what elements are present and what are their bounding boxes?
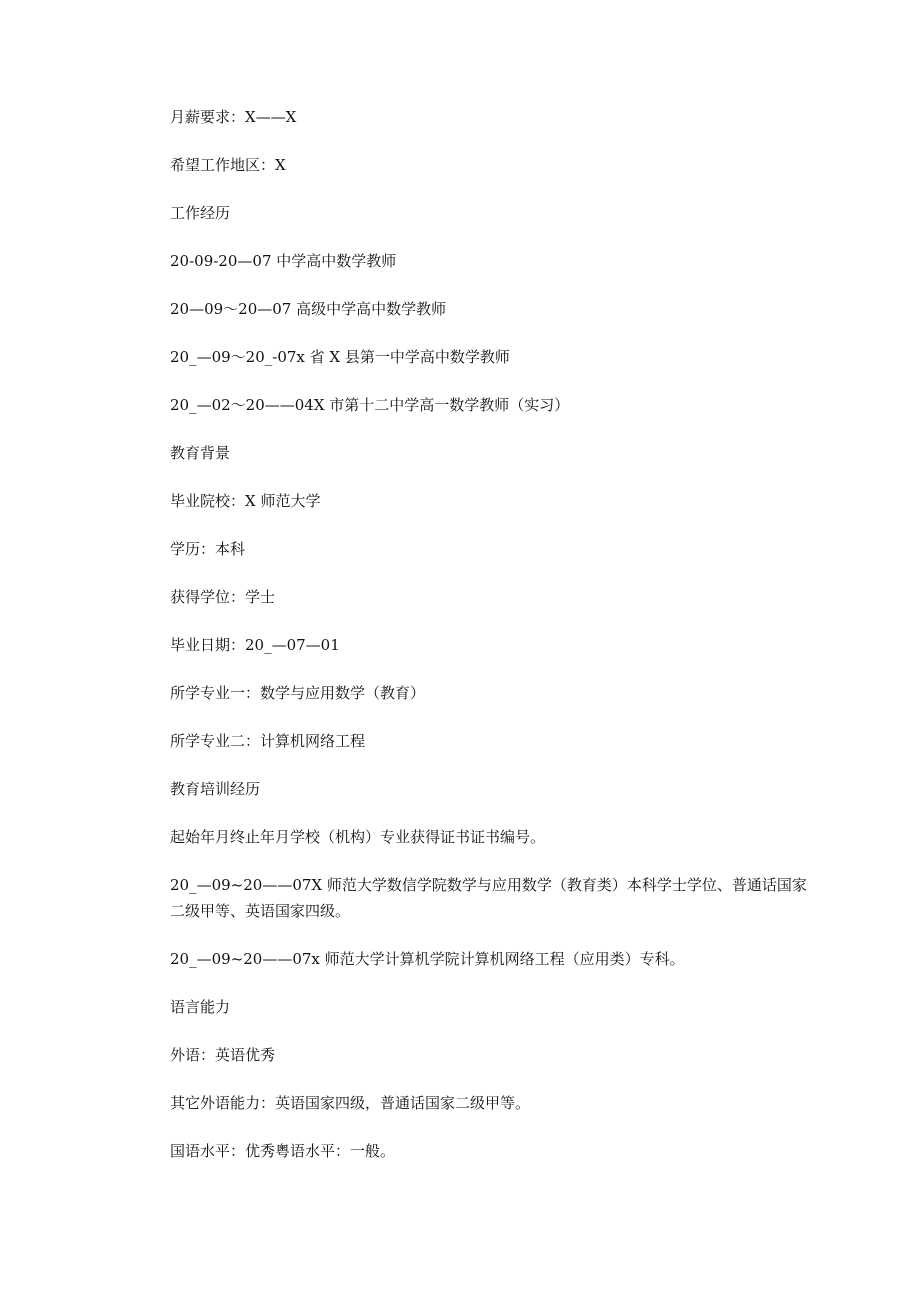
mandarin-cantonese-level: 国语水平：优秀粤语水平：一般。 — [170, 1142, 396, 1160]
salary-requirement: 月薪要求：X——X — [170, 108, 297, 126]
work-experience-item: 20_—02～20——04X 市第十二中学高一数学教师（实习） — [170, 396, 570, 414]
document-body — [170, 104, 810, 1186]
graduate-school: 毕业院校：X 师范大学 — [170, 492, 321, 510]
section-heading-work-experience: 工作经历 — [170, 204, 231, 222]
work-experience-item: 20—09～20—07 高级中学高中数学教师 — [170, 300, 447, 318]
foreign-language: 外语：英语优秀 — [170, 1046, 276, 1064]
work-experience-item: 20-09-20—07 中学高中数学教师 — [170, 252, 397, 270]
work-experience-item: 20_—09～20_-07x 省 X 县第一中学高中数学教师 — [170, 348, 510, 366]
major-two: 所学专业二：计算机网络工程 — [170, 732, 366, 750]
preferred-work-area: 希望工作地区：X — [170, 156, 286, 174]
graduation-date: 毕业日期：20_—07—01 — [170, 636, 340, 654]
training-item: 20_—09~20——07X 师范大学数信学院数学与应用数学（教育类）本科学士学位、普通话国家二级甲等、英语国家四级。 — [170, 876, 807, 920]
training-table-header: 起始年月终止年月学校（机构）专业获得证书证书编号。 — [170, 828, 546, 846]
training-item: 20_—09~20——07x 师范大学计算机学院计算机网络工程（应用类）专科。 — [170, 950, 685, 968]
major-one: 所学专业一：数学与应用数学（教育） — [170, 684, 426, 702]
other-language-ability: 其它外语能力：英语国家四级，普通话国家二级甲等。 — [170, 1094, 531, 1112]
degree-obtained: 获得学位：学士 — [170, 588, 276, 606]
section-heading-education-training: 教育培训经历 — [170, 780, 261, 798]
section-heading-education-background: 教育背景 — [170, 444, 231, 462]
education-level: 学历：本科 — [170, 540, 246, 558]
section-heading-language-ability: 语言能力 — [170, 998, 231, 1016]
